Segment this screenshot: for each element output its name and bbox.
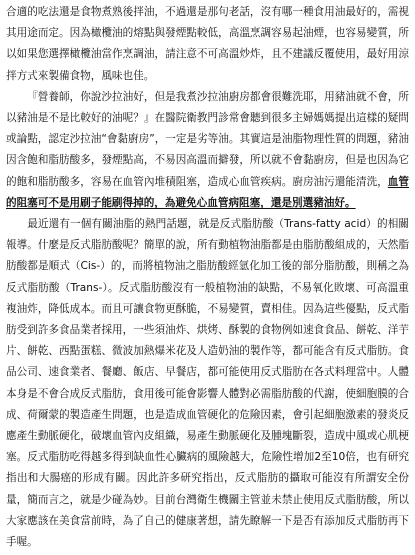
paragraph-text: 『營養師，你說沙拉油好，但是我煮沙拉油廚房都會很難洗耶，用豬油就不會，所以豬油是不是比較好的油呢？』在醫院衛教門診常會聽到很多主婦媽媽提出這樣的疑問或論點，認定沙拉油“會黏廚房”，一定是劣等油。其實這是油脂物理性質的問題，豬油因含飽和脂肪酸多，發煙點高，不易因高溫而擗發，所以就不會黏廚房，但是也因為它的飽和脂肪酸多，容易在血管內堆積阻塞，造成心血管疾病。廚房油污還能清洗， bbox=[6, 90, 409, 188]
paragraph-text: 合適的吃法還是食物煮熟後拌油，不過還是那句老話，沒有哪一種食用油最好的，需視其用途而定。因為橄欖油的熔點與發煙點較低，高溫烹調容易起油煙，也容易變質，所以如果您選擇橄欖油當作烹調油，請注意不可高溫炒炸，且不建議反覆使用，最好用涼拌方式來製備食物，風味也佳。 bbox=[6, 6, 409, 82]
paragraph-lard bbox=[6, 87, 409, 214]
paragraph-trans-fat bbox=[6, 214, 409, 553]
paragraph-olive-oil bbox=[6, 2, 409, 87]
paragraph-text: 最近還有一個有關油脂的熱門話題，就是反式脂肪酸（Trans-fatty acid）的相關報導。什麼是反式脂肪酸呢？簡單的說，所有動植物油脂都是由脂肪酸組成的，天然脂肪酸都是順式（Cis-）的，而將植物油之脂肪酸經氫化加工後的部分脂肪酸，則稱之為反式脂肪酸（Trans-）。反式脂肪酸沒有一般植物油的缺點，不易氧化敗壞、可高溫重複油炸，降低成本。而且可讓食物更酥脆，不易變質，賣相佳。因為這些優點，反式脂肪受到許多食品業者採用，一些須油炸、烘烤、酥製的食物例如速食食品、餅乾、洋芋片、餅乾、西點蛋糕、微波加熱爆米花及人造奶油的製作等，都可能含有反式脂肪。食品公司、速食業者、餐廳、飯店、早餐店，都可能使用反式脂肪在各式料理當中。人體本身是不會合成反式脂肪，食用後可能會影響人體對必需脂肪酸的代謝，使細胞膜的合成、荷爾蒙的製造產生問題，也是造成血管硬化的危險因素，會引起細胞激素的發炎反應產生動脈硬化，破壞血管內皮組織，易產生動脈硬化及腫塊斷裂，造成中風或心肌梗塞。反式脂肪吃得越多得到缺血性心臟病的風險越大，危險性增加2至10倍，也有研究指出和大腸癌的形成有關。因此許多研究指出，反式脂肪的攝取可能沒有所謂安全份量，簡而言之，就是少碰為妙。目前台灣衛生機關主管並未禁止使用反式脂肪酸，所以大家應該在美食當前時，為了自己的健康著想，請先瞭解一下是否有添加反式脂肪再下手喔。 bbox=[6, 218, 409, 549]
underlined-emphasis-text: 血管的阻塞可不是用刷子能刷得掉的，為避免心血管病阻塞，還是別選豬油好。 bbox=[6, 175, 409, 209]
